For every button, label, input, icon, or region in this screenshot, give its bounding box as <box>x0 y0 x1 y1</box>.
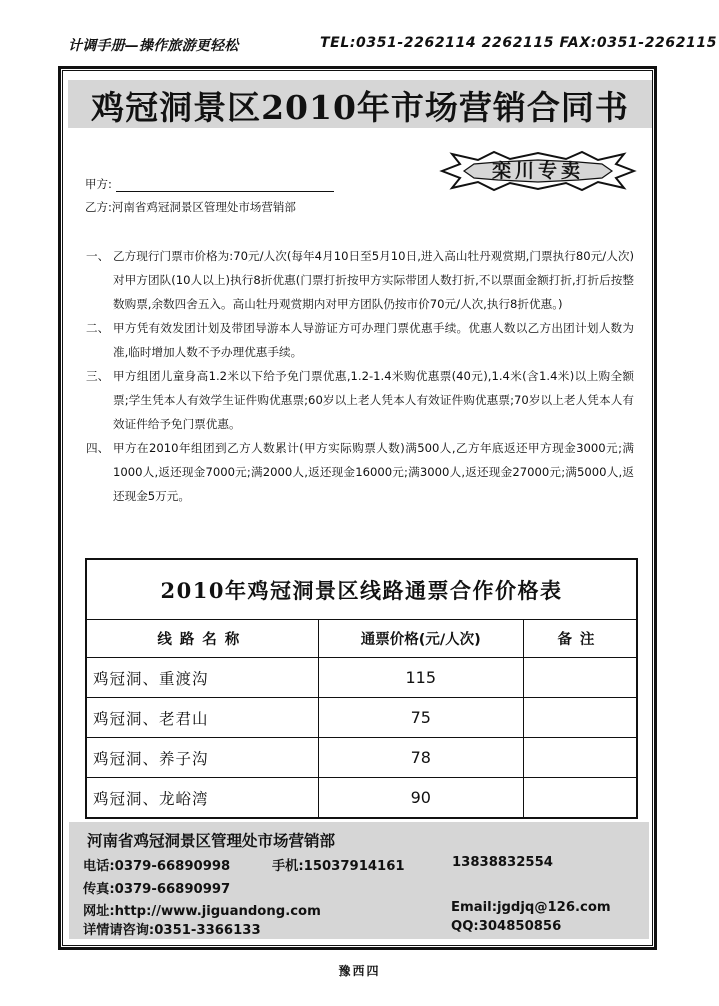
header-route: 线路名称 <box>86 620 318 658</box>
term-number: 四、 <box>86 441 110 455</box>
price-cell: 75 <box>318 698 523 738</box>
price-cell: 115 <box>318 658 523 698</box>
table-row <box>86 738 637 778</box>
term-text: 乙方现行门票市价格为:70元/人次(每年4月10日至5月10日,进入高山牡丹观赏期,门票执行80元/人次)对甲方团队(10人以上)执行8折优惠(门票打折按甲方实际带团人数打折,不以票面金额打折,打折后按整数购票,余数四舍五入。高山牡丹观赏期内对甲方团队仍按市价70元/人次,执行8折优惠。) <box>113 249 634 311</box>
contact-mobile-2: 13838832554 <box>452 855 553 870</box>
table-header-row <box>86 620 637 658</box>
table-title: 2010年鸡冠洞景区线路通票合作价格表 <box>86 559 637 620</box>
table-row <box>86 658 637 698</box>
term-item <box>86 364 634 436</box>
contact-org: 河南省鸡冠洞景区管理处市场营销部 <box>87 832 336 850</box>
exclusive-badge <box>438 150 638 192</box>
contract-terms <box>86 244 634 508</box>
party-a-line <box>85 176 334 192</box>
remark-cell <box>523 698 637 738</box>
header-price: 通票价格(元/人次) <box>318 620 523 658</box>
route-cell: 鸡冠洞、龙峪湾 <box>86 778 318 819</box>
contact-qq: QQ:304850856 <box>451 919 562 934</box>
term-number: 一、 <box>86 249 110 263</box>
page-title: 鸡冠洞景区2010年市场营销合同书 <box>91 88 629 127</box>
term-text: 甲方在2010年组团到乙方人数累计(甲方实际购票人数)满500人,乙方年底返还甲方现金3000元;满1000人,返还现金7000元;满2000人,返还现金16000元;满3000人,返还现金27000元;满5000人,返还现金5万元。 <box>113 441 634 503</box>
party-b-line: 乙方:河南省鸡冠洞景区管理处市场营销部 <box>85 200 296 214</box>
header-phone-fax: TEL:0351-2262114 2262115 FAX:0351-2262115 <box>320 35 718 51</box>
route-cell: 鸡冠洞、老君山 <box>86 698 318 738</box>
contact-tel: 电话:0379-66890998 <box>83 859 231 874</box>
header-remark: 备注 <box>523 620 637 658</box>
contact-website: 网址:http://www.jiguandong.com <box>83 904 321 919</box>
top-header-bar <box>64 33 718 55</box>
remark-cell <box>523 658 637 698</box>
contact-panel <box>69 822 649 939</box>
table-row <box>86 698 637 738</box>
term-item <box>86 436 634 508</box>
term-text: 甲方凭有效发团计划及带团导游本人导游证方可办理门票优惠手续。优惠人数以乙方出团计划人数为准,临时增加人数不予办理优惠手续。 <box>113 321 634 359</box>
contact-mobile: 手机:15037914161 <box>272 859 405 874</box>
remark-cell <box>523 738 637 778</box>
page-footer: 豫西四 <box>338 964 381 978</box>
table-row <box>86 778 637 819</box>
term-number: 三、 <box>86 369 110 383</box>
route-cell: 鸡冠洞、重渡沟 <box>86 658 318 698</box>
route-cell: 鸡冠洞、养子沟 <box>86 738 318 778</box>
contact-fax: 传真:0379-66890997 <box>83 882 231 897</box>
term-number: 二、 <box>86 321 110 335</box>
party-a-blank <box>116 180 334 192</box>
handbook-slogan: 计调手册—操作旅游更轻松 <box>68 38 239 54</box>
badge-label: 栾川专卖 <box>491 160 584 182</box>
route-price-table <box>85 558 638 819</box>
price-cell: 78 <box>318 738 523 778</box>
contact-email: Email:jgdjq@126.com <box>451 900 611 915</box>
term-text: 甲方组团儿童身高1.2米以下给予免门票优惠,1.2-1.4米购优惠票(40元),1.4米(含1.4米)以上购全额票;学生凭本人有效学生证件购优惠票;60岁以上老人凭本人有效证件购优惠票;70岁以上老人凭本人有效证件给予免门票优惠。 <box>113 369 634 431</box>
term-item <box>86 316 634 364</box>
table-title-row <box>86 559 637 620</box>
price-cell: 90 <box>318 778 523 819</box>
contact-inquiry: 详情请咨询:0351-3366133 <box>83 923 261 938</box>
remark-cell <box>523 778 637 819</box>
term-item <box>86 244 634 316</box>
party-a-label: 甲方: <box>85 177 112 191</box>
